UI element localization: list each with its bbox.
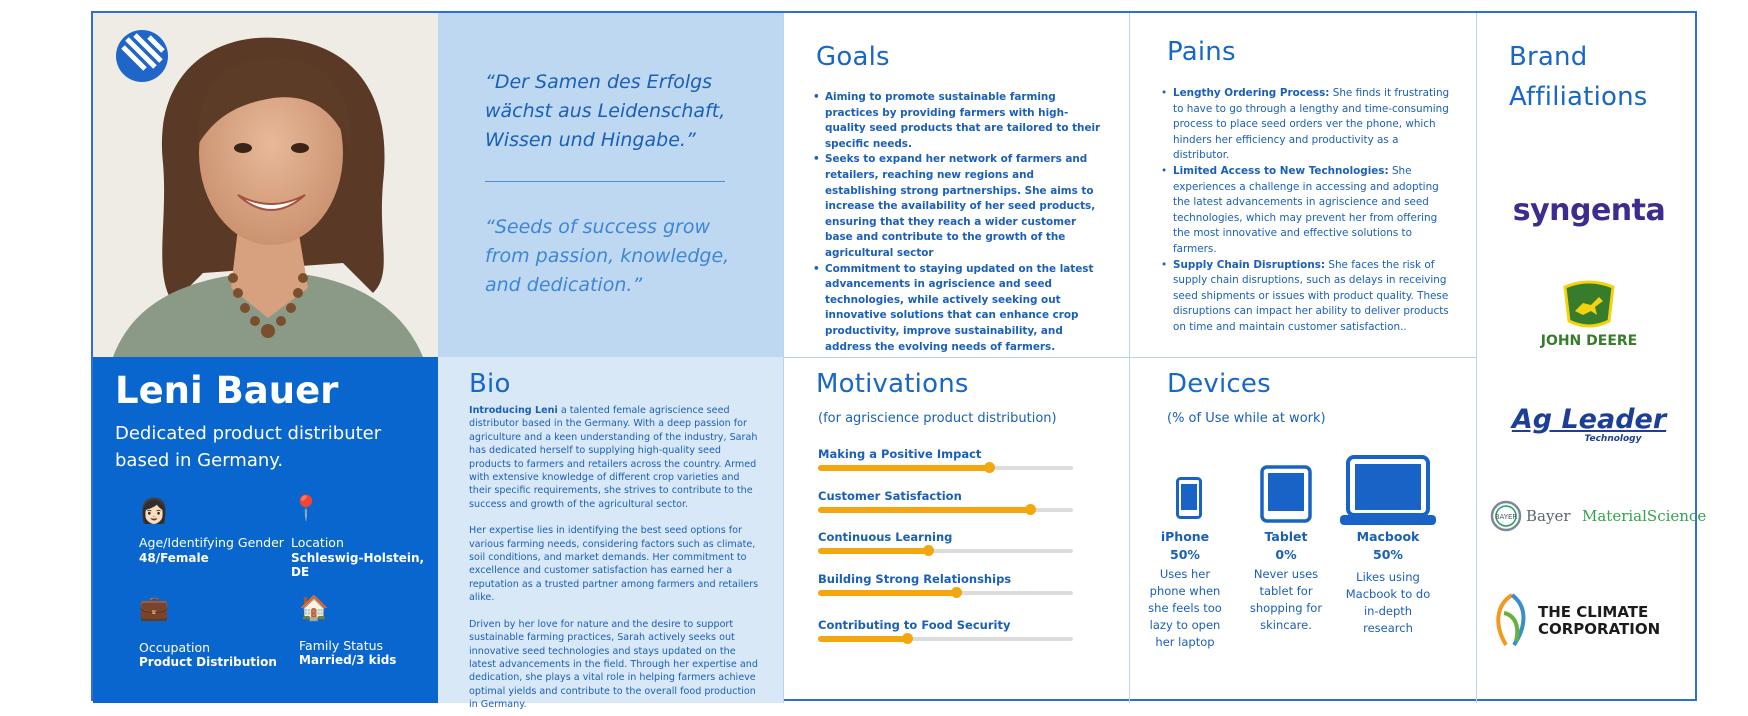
materialscience-text: MaterialScience — [1582, 507, 1707, 525]
goals-title: Goals — [816, 42, 890, 72]
list-item — [1161, 86, 1457, 164]
device-macbook-pct: 50% — [1373, 547, 1403, 562]
info-gender — [139, 497, 169, 525]
pain-head: Supply Chain Disruptions: — [1173, 258, 1326, 271]
device-iphone-pct: 50% — [1170, 547, 1200, 562]
motivation-bar-fill — [818, 590, 956, 596]
ag-leader-text: Ag Leader — [1511, 404, 1667, 435]
pains-list — [1161, 86, 1457, 336]
motivations-section — [783, 357, 1129, 703]
bayer-cross-icon — [1490, 500, 1522, 532]
motivation-label: Making a Positive Impact — [818, 447, 982, 461]
pains-title: Pains — [1167, 37, 1236, 67]
john-deere-logo — [1494, 281, 1684, 349]
motivation-bar-fill — [818, 548, 928, 554]
persona-name: Leni Bauer — [115, 369, 339, 412]
quote-english: “Seeds of success grow from passion, knowledge, and dedication.” — [485, 216, 730, 296]
list-item — [1161, 258, 1457, 336]
device-macbook-name: Macbook — [1356, 529, 1420, 544]
motivation-bar-knob — [984, 462, 995, 473]
devices-subtitle: (% of Use while at work) — [1167, 411, 1326, 426]
info-occupation-label: Occupation — [139, 640, 211, 655]
pain-head: Limited Access to New Technologies: — [1173, 164, 1389, 177]
info-gender-value: 48/Female — [139, 551, 209, 565]
bayer-logo — [1490, 500, 1707, 532]
pin-icon: 📍 — [291, 494, 321, 522]
climate-leaf-icon — [1492, 591, 1532, 649]
info-location — [291, 494, 321, 522]
motivation-label: Contributing to Food Security — [818, 618, 1011, 632]
goals-section — [783, 13, 1129, 357]
motivation-bar — [818, 637, 1073, 641]
motivation-label: Building Strong Relationships — [818, 572, 1012, 586]
persona-photo — [93, 13, 438, 357]
devices-title: Devices — [1167, 369, 1271, 399]
motivation-bar — [818, 508, 1073, 512]
devices-section — [1129, 357, 1476, 703]
motivation-bar-knob — [951, 587, 962, 598]
device-iphone-name: iPhone — [1160, 529, 1210, 544]
list-item: • Commitment to staying updated on the latest advancements in agriscience and seed technologies, while actively seeking out innovative solutions that can enhance crop productivity, improve sustainability, and address the evolving needs of farmers. — [813, 262, 1105, 356]
bio-paragraph-2: Her expertise lies in identifying the best seed options for various farming needs, considering factors such as climate, soil conditions, and market demands. Her commitment to excellence and customer satisfaction has earned her a reputation as a trusted partner among farmers and retailers alike. — [469, 525, 759, 604]
pain-text: She faces the risk of supply chain disruptions, such as delays in receiving seed shipments or issues with product quality. These disruptions can impact her ability to deliver products on time and maintain customer satisfaction.. — [1173, 258, 1449, 333]
list-item: • Seeks to expand her network of farmers and retailers, reaching new regions and establishing strong partnerships. She aims to increase the availability of her seed products, ensuring that they reach a wider customer base and contribute to the growth of the agricultural sector — [813, 152, 1105, 261]
quote-panel — [438, 13, 783, 357]
brands-section — [1476, 13, 1707, 701]
briefcase-icon: 💼 — [139, 594, 169, 622]
device-tablet-pct: 0% — [1275, 547, 1297, 562]
motivations-title: Motivations — [816, 369, 969, 399]
motivation-bar-fill — [818, 465, 989, 471]
motivation-bar-fill — [818, 636, 907, 642]
tablet-icon — [1260, 465, 1312, 527]
bio-lead: Introducing Leni — [469, 405, 558, 416]
motivation-bar-fill — [818, 507, 1030, 513]
bio-paragraph-1 — [469, 404, 764, 511]
list-item — [1161, 164, 1457, 258]
woman-icon: 👩🏻 — [139, 497, 169, 525]
persona-tagline: Dedicated product distributer based in Germany. — [115, 423, 382, 471]
quote-divider — [485, 181, 725, 182]
deer-icon — [1561, 281, 1617, 331]
bayer-text: Bayer — [1526, 507, 1571, 525]
device-macbook-desc: Likes using Macbook to do in-depth research — [1345, 570, 1431, 635]
motivation-bar-knob — [923, 545, 934, 556]
device-tablet-desc: Never uses tablet for shopping for skincare. — [1249, 567, 1323, 632]
pain-head: Lengthy Ordering Process: — [1173, 87, 1330, 99]
info-location-value: Schleswig-Holstein, DE — [291, 551, 425, 579]
pain-text: She finds it frustrating to have to go through a lengthy and time-consuming process to place seed orders ver the phone, which hinders her efficiency and productivity as a distributor. — [1173, 87, 1450, 162]
motivation-bar — [818, 466, 1073, 470]
goals-list — [813, 90, 1105, 355]
pains-section — [1129, 13, 1476, 357]
info-location-label: Location — [291, 535, 344, 550]
motivation-bar-knob — [1025, 504, 1036, 515]
info-occupation-value: Product Distribution — [139, 655, 277, 669]
device-iphone-desc: Uses her phone when she feels too lazy to open her laptop — [1148, 567, 1222, 649]
company-logo-icon — [116, 30, 168, 82]
syngenta-logo: syngenta — [1512, 193, 1666, 228]
house-icon: 🏠 — [299, 594, 329, 622]
info-occupation — [139, 594, 169, 622]
info-gender-label: Age/Identifying Gender — [139, 535, 284, 550]
laptop-icon — [1340, 455, 1436, 531]
phone-icon — [1176, 477, 1202, 523]
quote-german: “Der Samen des Erfolgs wächst aus Leidenschaft, Wissen und Hingabe.” — [485, 71, 726, 151]
motivation-bar — [818, 591, 1073, 595]
motivation-bar — [818, 549, 1073, 553]
ag-leader-sub: Technology — [1584, 434, 1642, 444]
climate-corp-text: THE CLIMATE CORPORATION — [1538, 603, 1661, 638]
john-deere-text: JOHN DEERE — [1540, 333, 1638, 349]
motivation-bar-knob — [902, 633, 913, 644]
motivations-subtitle: (for agriscience product distribution) — [818, 411, 1057, 426]
bio-text — [469, 404, 764, 712]
persona-card — [91, 11, 1707, 711]
brands-title: Brand Affiliations — [1509, 42, 1648, 112]
bayer-seal-text: BAYER — [1494, 513, 1518, 521]
info-family-label: Family Status — [299, 638, 384, 653]
climate-corp-logo — [1492, 591, 1692, 651]
bio-title: Bio — [469, 369, 511, 399]
bio-section — [438, 357, 783, 711]
bio-p1: a talented female agriscience seed distributor based in the Germany. With a deep passion for agriculture and a keen understanding of the industry, Sarah has dedicated herself to supplying high-quality seed products to farmers and retailers across the country. Armed with extensive knowledge of different crop varieties and their specific requirements, she strives to contribute to the success and growth of the agricultural sector. — [469, 405, 758, 510]
bio-paragraph-3: Driven by her love for nature and the desire to support sustainable farming practices, Sarah actively seeks out innovative seed technologies and stays updated on the latest advancements in the field. Through her expertise and dedication, she plays a vital role in helping farmers achieve optimal yields and contribute to the overall food production in Germany. — [469, 618, 758, 711]
info-family-value: Married/3 kids — [299, 653, 397, 667]
device-tablet-name: Tablet — [1264, 529, 1308, 544]
motivation-label: Continuous Learning — [818, 530, 953, 544]
motivation-label: Customer Satisfaction — [818, 489, 962, 503]
pain-text: She experiences a challenge in accessing and adopting the latest advancements in agriscience and seed technologies, which may prevent her from offering the most innovative and effective solutions to farmers. — [1173, 164, 1439, 255]
persona-summary — [93, 357, 438, 703]
ag-leader-logo — [1494, 406, 1684, 444]
list-item: • Aiming to promote sustainable farming practices by providing farmers with high-quality seed products that are tailored to their specific needs. — [813, 90, 1105, 152]
info-family — [299, 594, 329, 622]
woman-portrait — [93, 13, 438, 357]
